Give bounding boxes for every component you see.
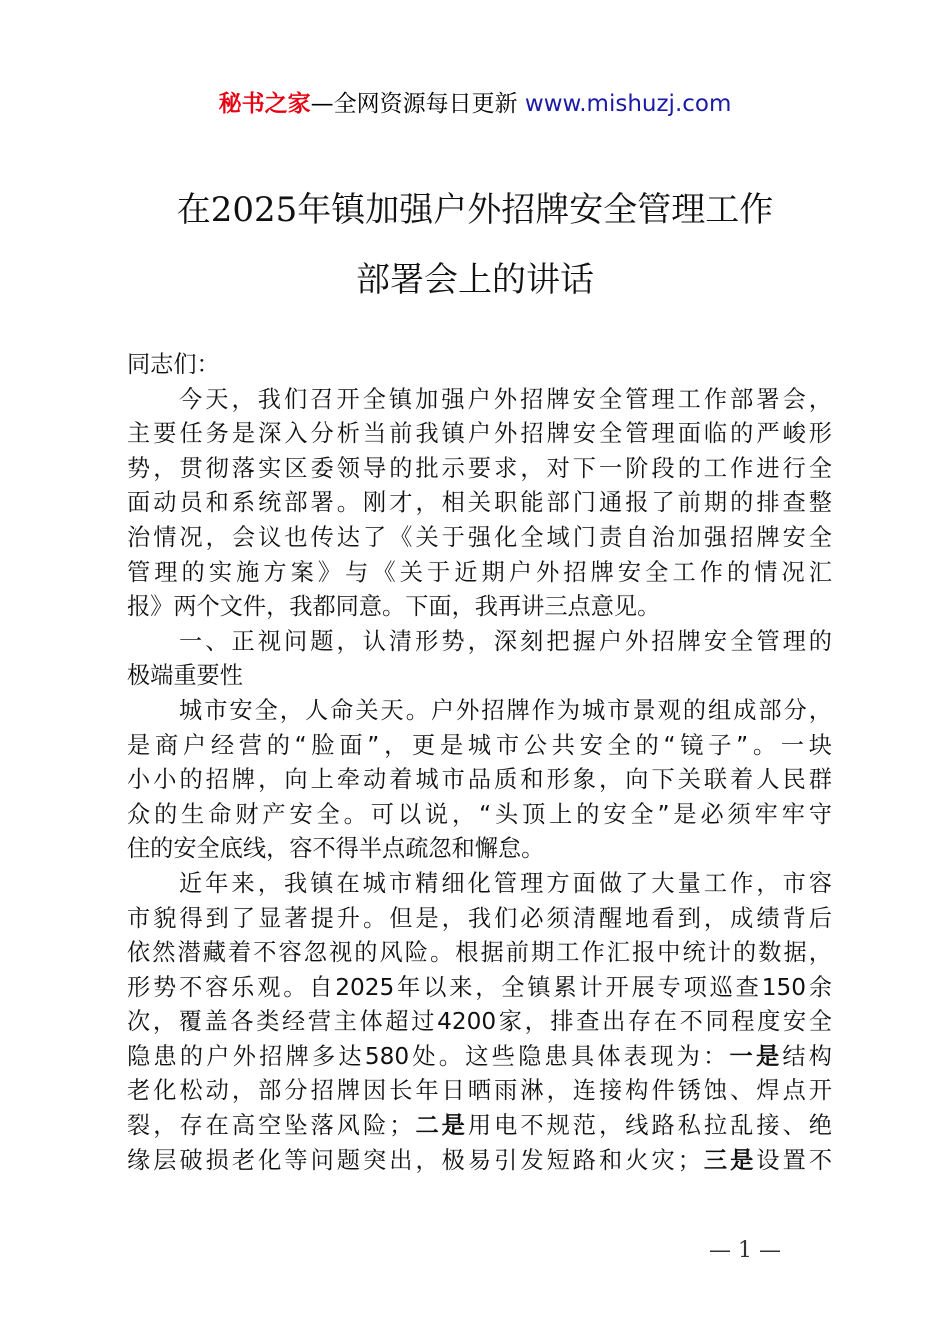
text-run: 隐患的户外招牌多达580处。这些隐患具体表现为： — [127, 1042, 730, 1070]
paragraph-line: 面动员和系统部署。刚才，相关职能部门通报了前期的排查整 — [127, 489, 832, 517]
paragraph-line: 市貌得到了显著提升。但是，我们必须清醒地看到，成绩背后 — [127, 904, 832, 932]
paragraph-line — [127, 1040, 832, 1075]
paragraph-line: 主要任务是深入分析当前我镇户外招牌安全管理面临的严峻形 — [127, 420, 832, 448]
paragraph-line: 众的生命财产安全。可以说，“头顶上的安全”是必须牢牢守 — [127, 800, 832, 828]
page-number: — 1 — — [709, 1238, 781, 1263]
bold-keyword: 三是 — [700, 1146, 757, 1174]
paragraph-line: 依然潜藏着不容忽视的风险。根据前期工作汇报中统计的数据， — [127, 939, 832, 967]
greeting: 同志们： — [127, 351, 220, 378]
text-run: 缘层破损老化等问题突出，极易引发短路和火灾； — [127, 1146, 701, 1174]
site-tagline: —全网资源每日更新 — [310, 91, 525, 117]
paragraph-line: 治情况，会议也传达了《关于强化全域门责自治加强招牌安全 — [127, 523, 832, 551]
document-body — [127, 348, 832, 1178]
paragraph-line — [127, 1109, 832, 1144]
bold-keyword: 一是 — [729, 1042, 783, 1070]
paragraph-line: 城市安全，人命关天。户外招牌作为城市景观的组成部分， — [179, 696, 832, 724]
paragraph-line: 次，覆盖各类经营主体超过4200家，排查出存在不同程度安全 — [127, 1008, 832, 1036]
paragraph-line — [127, 1144, 832, 1179]
paragraph-line: 势，贯彻落实区委领导的批示要求，对下一阶段的工作进行全 — [127, 454, 832, 482]
section-heading-line: 极端重要性 — [127, 662, 243, 690]
paragraph-line: 老化松动，部分招牌因长年日晒雨淋，连接构件锈蚀、焊点开 — [127, 1077, 832, 1105]
bold-keyword: 二是 — [412, 1112, 468, 1140]
text-run: 裂，存在高空坠落风险； — [127, 1112, 413, 1140]
site-url-link[interactable]: www.mishuzj.com — [524, 91, 732, 117]
paragraph-line: 住的安全底线，容不得半点疏忽和懈怠。 — [127, 835, 545, 863]
section-heading-line: 一、正视问题，认清形势，深刻把握户外招牌安全管理的 — [179, 627, 832, 655]
paragraph-line: 近年来，我镇在城市精细化管理方面做了大量工作，市容 — [179, 869, 832, 897]
paragraph-line: 形势不容乐观。自2025年以来，全镇累计开展专项巡查150余 — [127, 973, 832, 1001]
text-run: 结构 — [782, 1042, 832, 1070]
paragraph-line: 报》两个文件，我都同意。下面，我再讲三点意见。 — [127, 593, 661, 621]
site-brand: 秘书之家 — [218, 91, 311, 117]
document-title-line2: 部署会上的讲话 — [356, 260, 594, 300]
paragraph-line: 小小的招牌，向上牵动着城市品质和形象，向下关联着人民群 — [127, 766, 832, 794]
paragraph-line: 管理的实施方案》与《关于近期户外招牌安全工作的情况汇 — [127, 558, 832, 586]
text-run: 用电不规范，线路私拉乱接、绝 — [467, 1112, 832, 1140]
paragraph-line: 是商户经营的“脸面”，更是城市公共安全的“镜子”。一块 — [127, 731, 832, 759]
site-header — [0, 88, 950, 120]
paragraph-line: 今天，我们召开全镇加强户外招牌安全管理工作部署会， — [179, 385, 832, 413]
document-title-line1: 在2025年镇加强户外招牌安全管理工作 — [176, 190, 774, 230]
text-run: 设置不 — [756, 1146, 833, 1174]
